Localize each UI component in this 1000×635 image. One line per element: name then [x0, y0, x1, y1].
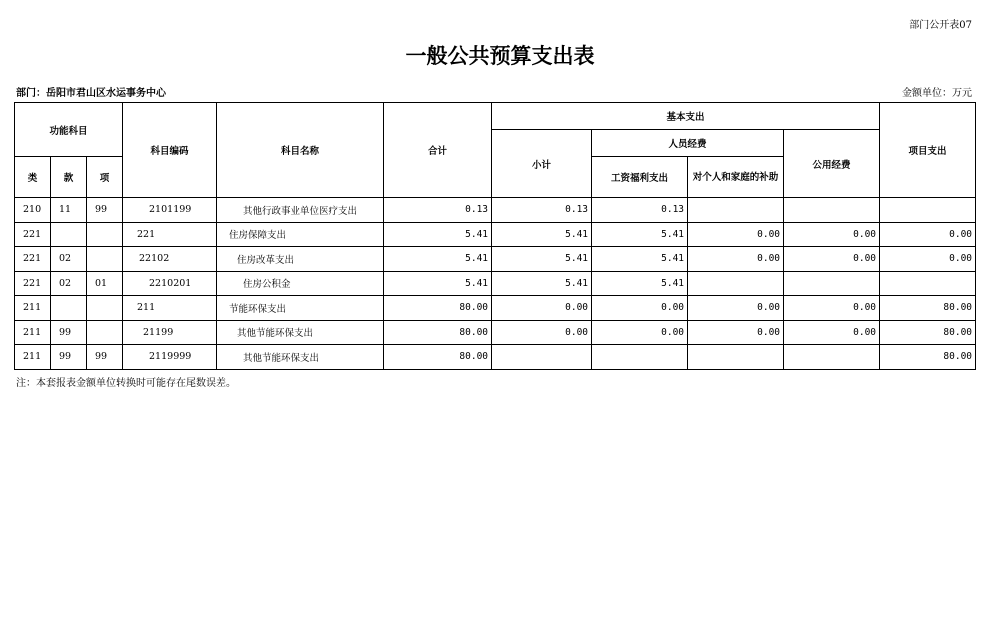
cell-name: 住房公积金	[217, 271, 384, 296]
cell-code: 22102	[123, 247, 217, 272]
cell-public: 0.00	[784, 247, 880, 272]
cell-public: 0.00	[784, 296, 880, 321]
table-row	[15, 345, 976, 370]
cell-code: 2210201	[123, 271, 217, 296]
department-label: 部门：岳阳市君山区水运事务中心	[16, 88, 166, 99]
cell-subsidy	[688, 345, 784, 370]
cell-public	[784, 198, 880, 223]
cell-public: 0.00	[784, 320, 880, 345]
cell-total: 80.00	[384, 345, 492, 370]
cell-subtotal: 0.00	[492, 320, 592, 345]
cell-project: 0.00	[880, 222, 976, 247]
cell-lei: 210	[15, 198, 51, 223]
cell-subsidy	[688, 198, 784, 223]
footnote: 注：本套报表金额单位转换时可能存在尾数误差。	[16, 378, 236, 389]
cell-salary: 5.41	[592, 271, 688, 296]
cell-project	[880, 198, 976, 223]
cell-total: 5.41	[384, 222, 492, 247]
cell-lei: 211	[15, 296, 51, 321]
header-xiang: 项	[87, 157, 123, 198]
header-project-expenditure: 项目支出	[880, 103, 976, 198]
cell-name: 节能环保支出	[217, 296, 384, 321]
cell-public: 0.00	[784, 222, 880, 247]
header-lei: 类	[15, 157, 51, 198]
cell-salary: 0.13	[592, 198, 688, 223]
cell-total: 80.00	[384, 320, 492, 345]
cell-salary: 5.41	[592, 247, 688, 272]
cell-kuan: 11	[51, 198, 87, 223]
cell-xiang	[87, 296, 123, 321]
header-subject-name: 科目名称	[217, 103, 384, 198]
amount-unit-label: 金额单位：万元	[902, 88, 972, 99]
cell-subsidy: 0.00	[688, 296, 784, 321]
header-subtotal: 小计	[492, 130, 592, 198]
cell-project: 80.00	[880, 345, 976, 370]
cell-name: 其他行政事业单位医疗支出	[217, 198, 384, 223]
cell-name: 其他节能环保支出	[217, 320, 384, 345]
cell-name: 其他节能环保支出	[217, 345, 384, 370]
cell-subsidy: 0.00	[688, 222, 784, 247]
table-row	[15, 198, 976, 223]
cell-kuan: 02	[51, 271, 87, 296]
cell-total: 5.41	[384, 271, 492, 296]
cell-public	[784, 345, 880, 370]
cell-salary: 5.41	[592, 222, 688, 247]
budget-expenditure-table	[14, 102, 976, 370]
cell-xiang: 99	[87, 345, 123, 370]
header-public-funds: 公用经费	[784, 130, 880, 198]
cell-project: 0.00	[880, 247, 976, 272]
cell-code: 2119999	[123, 345, 217, 370]
table-row	[15, 271, 976, 296]
cell-subsidy: 0.00	[688, 320, 784, 345]
cell-salary: 0.00	[592, 320, 688, 345]
page-title: 一般公共预算支出表	[405, 44, 595, 68]
cell-project: 80.00	[880, 296, 976, 321]
header-kuan: 款	[51, 157, 87, 198]
cell-subtotal	[492, 345, 592, 370]
table-row	[15, 222, 976, 247]
cell-project: 80.00	[880, 320, 976, 345]
cell-subtotal: 5.41	[492, 222, 592, 247]
cell-subtotal: 5.41	[492, 247, 592, 272]
cell-code: 221	[123, 222, 217, 247]
cell-kuan: 02	[51, 247, 87, 272]
cell-kuan: 99	[51, 345, 87, 370]
cell-lei: 221	[15, 222, 51, 247]
cell-code: 211	[123, 296, 217, 321]
cell-xiang	[87, 320, 123, 345]
cell-lei: 211	[15, 320, 51, 345]
cell-subtotal: 0.00	[492, 296, 592, 321]
cell-lei: 221	[15, 271, 51, 296]
cell-subsidy	[688, 271, 784, 296]
cell-salary: 0.00	[592, 296, 688, 321]
header-function-subject: 功能科目	[15, 103, 123, 157]
header-individual-household-subsidy: 对个人和家庭的补助	[688, 157, 784, 198]
cell-kuan	[51, 222, 87, 247]
cell-name: 住房保障支出	[217, 222, 384, 247]
table-row	[15, 296, 976, 321]
cell-kuan	[51, 296, 87, 321]
cell-public	[784, 271, 880, 296]
table-row	[15, 320, 976, 345]
cell-total: 5.41	[384, 247, 492, 272]
header-basic-expenditure: 基本支出	[492, 103, 880, 130]
header-subject-code: 科目编码	[123, 103, 217, 198]
cell-xiang	[87, 222, 123, 247]
cell-xiang: 99	[87, 198, 123, 223]
form-number: 部门公开表07	[909, 20, 972, 31]
header-personnel-funds: 人员经费	[592, 130, 784, 157]
cell-lei: 211	[15, 345, 51, 370]
cell-name: 住房改革支出	[217, 247, 384, 272]
table-row	[15, 247, 976, 272]
cell-xiang: 01	[87, 271, 123, 296]
header-total: 合计	[384, 103, 492, 198]
cell-total: 0.13	[384, 198, 492, 223]
cell-xiang	[87, 247, 123, 272]
cell-code: 2101199	[123, 198, 217, 223]
cell-salary	[592, 345, 688, 370]
cell-project	[880, 271, 976, 296]
cell-total: 80.00	[384, 296, 492, 321]
header-salary-welfare: 工资福利支出	[592, 157, 688, 198]
cell-lei: 221	[15, 247, 51, 272]
cell-subsidy: 0.00	[688, 247, 784, 272]
cell-code: 21199	[123, 320, 217, 345]
cell-subtotal: 0.13	[492, 198, 592, 223]
cell-subtotal: 5.41	[492, 271, 592, 296]
cell-kuan: 99	[51, 320, 87, 345]
